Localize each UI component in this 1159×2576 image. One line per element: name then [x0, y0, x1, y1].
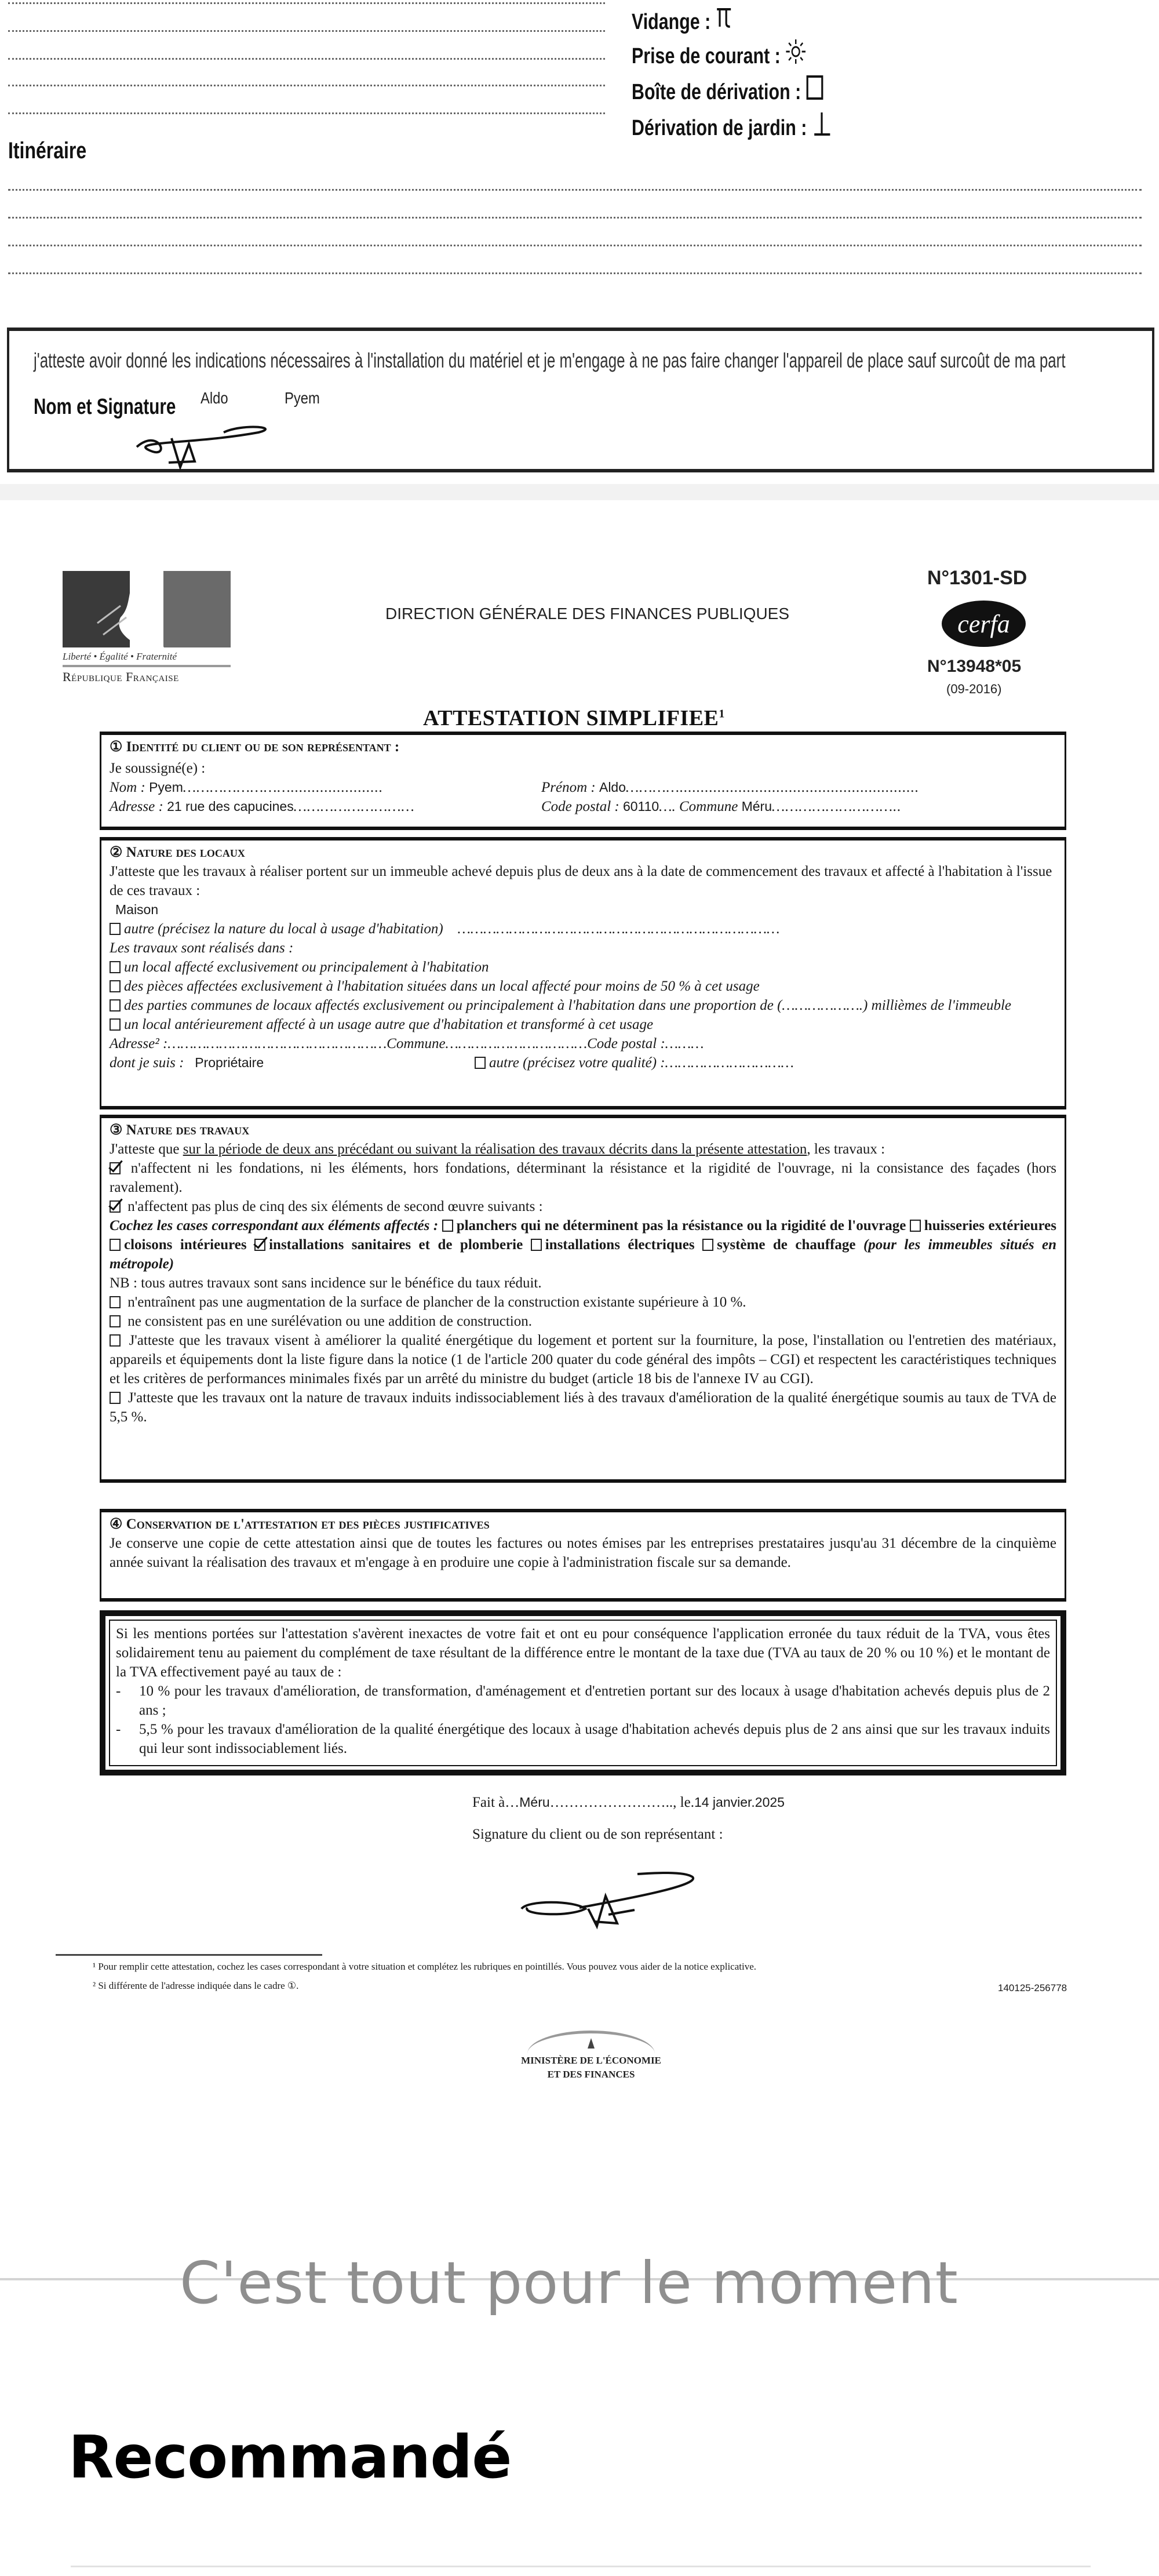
- section-premises: [100, 837, 1066, 1109]
- item-label: n'affectent pas plus de cinq des six éléments de second œuvre suivants :: [127, 1199, 543, 1214]
- end-of-content: [0, 2249, 1159, 2317]
- client-signature-icon: [516, 1868, 701, 1935]
- signer-first-name: Aldo: [201, 389, 228, 407]
- recommended-heading: Recommandé: [68, 2423, 512, 2492]
- cerfa-logo-icon: cerfa: [942, 601, 1026, 647]
- recommended-divider: [71, 2566, 1091, 2567]
- option-label: des parties communes de locaux affectés exclusivement ou principalement à l'habitation dans une proportion de (……………….) millièmes de l'immeuble: [124, 998, 1012, 1013]
- option-label: un local antérieurement affecté à un usage autre que d'habitation et transformé à cet usage: [124, 1017, 654, 1032]
- adresse-field[interactable]: Adresse : 21 rue des capucines………………………: [110, 799, 415, 814]
- nom-field[interactable]: Nom : Pyem……………………......................: [110, 780, 384, 795]
- realised-option[interactable]: [110, 996, 1056, 1015]
- item-label: n'affectent ni les fondations, ni les éléments, hors fondations, déterminant la résistance et la rigidité de l'ouvrage, ni la consistance des façades (hors ravalement).: [110, 1160, 1057, 1195]
- works-item[interactable]: [110, 1331, 1056, 1388]
- element-label: planchers qui ne déterminent pas la résistance ou la rigidité de l'ouvrage: [456, 1218, 906, 1234]
- prenom-field[interactable]: Prénom : Aldo………….........................................................: [541, 780, 920, 795]
- footnote-1: ¹ Pour remplir cette attestation, cochez les cases correspondant à votre situation et complétez les rubriques en pointillés. Vous pouvez vous aider de la notice explicative.: [93, 1961, 756, 1972]
- name-signature-label: Nom et Signature: [34, 395, 176, 419]
- form-number: N°1301-SD: [927, 567, 1027, 589]
- vat-warning-inner: [109, 1620, 1057, 1766]
- ministry-arc-icon: [527, 2031, 655, 2054]
- checkbox-checked[interactable]: [110, 1200, 121, 1213]
- item-label: J'atteste que les travaux visent à améliorer la qualité énergétique du logement et portent sur la fourniture, la pose, l'installation ou l'entretien des matériaux, appareils et équipements dont la liste figure dans la notice (1 de l'article 200 quater du code général des impôts – CGI) et respectent les caractéristiques techniques et les critères de performances minimales fixés par un arrêté du ministre du budget (article 18 bis de l'annexe IV au CGI).: [110, 1333, 1057, 1387]
- option-label: autre (précisez la nature du local à usage d'habitation): [124, 921, 443, 937]
- document-code: 140125-256778: [998, 1982, 1067, 1993]
- symbol-legend: [632, 6, 832, 146]
- ministry-spire-icon: [588, 2038, 595, 2049]
- blank-line: [8, 217, 1142, 219]
- blank-line: [8, 30, 605, 32]
- republic-name: République Française: [63, 670, 179, 684]
- signer-last-name: Pyem: [285, 389, 320, 407]
- warning-text: Si les mentions portées sur l'attestation s'avèrent inexactes de votre fait et ont eu pour conséquence l'application erronée du taux réduit de la TVA, vous êtes solidairement tenu au paiement du complément de taxe résultant de la différence entre le montant de la taxe due (TVA au taux de 20 % ou 10 %) et le montant de la TVA effectivement payé au taux de :: [116, 1626, 1050, 1680]
- warning-list: [116, 1682, 1050, 1758]
- premises-type-value[interactable]: Maison: [115, 902, 159, 917]
- place-label: Fait à…: [472, 1795, 520, 1810]
- section-heading: ① Identité du client ou de son représentant :: [110, 739, 400, 755]
- handwritten-signature-icon: [125, 421, 276, 476]
- place-date-line[interactable]: [472, 1795, 785, 1811]
- checkbox[interactable]: [702, 1239, 713, 1251]
- adresse-value: 21 rue des capucines: [167, 799, 294, 814]
- ministry-line-1: MINISTÈRE DE L'ÉCONOMIE: [521, 2055, 661, 2066]
- works-item[interactable]: [110, 1159, 1056, 1197]
- vat-warning-box: [100, 1610, 1066, 1775]
- nom-value: Pyem: [149, 780, 183, 795]
- checkbox[interactable]: [110, 1018, 121, 1031]
- junction-box-symbol-icon: [806, 74, 824, 110]
- premises-other-option[interactable]: autre (précisez la nature du local à usage d'habitation) …………………………………………………………………: [110, 919, 1056, 938]
- works-address-line[interactable]: Adresse² :……………………………………………Commune……………………………Code postal :………: [110, 1036, 704, 1051]
- installation-attestation-text: j'atteste avoir donné les indications nécessaires à l'installation du matériel et je m'engage à ne pas faire changer l'appareil de place sauf surcoût de ma part: [34, 348, 1066, 372]
- intro-text: J'atteste que: [110, 1141, 183, 1157]
- conservation-text: Je conserve une copie de cette attestation ainsi que de toutes les factures ou notes émises par les entreprises prestataires jusqu'au 31 décembre de la cinquième année suivant la réalisation des travaux et m'engage à en produire une copie à l'administration fiscale sur sa demande.: [110, 1536, 1056, 1570]
- document-title: [423, 705, 725, 731]
- element-label: système de chauffage: [717, 1237, 856, 1253]
- end-message: C'est tout pour le moment: [180, 2249, 958, 2317]
- blank-line: [8, 2, 605, 4]
- bullet-text: 5,5 % pour les travaux d'amélioration de la qualité énergétique des locaux à usage d'habitation achevés depuis plus de 2 ans ainsi que sur les travaux induits qui leur sont indissociablement liés.: [139, 1722, 1050, 1756]
- blank-line: [8, 85, 605, 86]
- place-dots: ……………………..,: [549, 1795, 677, 1810]
- logo-rule: [63, 665, 231, 667]
- installation-attestation-box: [7, 328, 1154, 472]
- marianne-flag-icon: [63, 571, 231, 647]
- element-label: cloisons intérieures: [124, 1237, 247, 1253]
- garden-tap-symbol-icon: [811, 110, 832, 146]
- cerfa-edition: (09-2016): [946, 682, 1002, 696]
- bullet-text: 10 % pour les travaux d'amélioration, de transformation, d'aménagement et d'entretien portant sur des locaux à usage d'habitation achevés depuis plus de 2 ans ;: [139, 1683, 1050, 1718]
- element-label: huisseries extérieures: [924, 1218, 1056, 1234]
- blank-line: [8, 189, 1142, 191]
- top-form-page: [0, 0, 1159, 487]
- signature-label: Signature du client ou de son représentant :: [472, 1827, 723, 1842]
- checkbox[interactable]: [910, 1220, 921, 1232]
- prenom-label: Prénom :: [541, 780, 596, 795]
- option-label: des pièces affectées exclusivement à l'habitation situées dans un local affecté pour moins de 50 % à cet usage: [124, 978, 760, 994]
- checkbox[interactable]: [110, 999, 121, 1012]
- legend-row-junction: Boîte de dérivation :: [632, 74, 832, 110]
- works-item[interactable]: [110, 1312, 1056, 1331]
- section-heading: ④ Conservation de l'attestation et des pièces justificatives: [110, 1516, 490, 1532]
- checkbox[interactable]: [110, 1334, 121, 1347]
- republique-francaise-logo: [63, 571, 231, 685]
- blank-line: [8, 272, 1142, 274]
- page-separator: [0, 484, 1159, 500]
- section-conservation: [100, 1509, 1066, 1602]
- footnote-2: ² Si différente de l'adresse indiquée dans le cadre ①.: [93, 1980, 299, 1991]
- element-label: installations sanitaires et de plomberie: [269, 1237, 523, 1253]
- quality-field[interactable]: [110, 1053, 475, 1072]
- power-outlet-symbol-icon: [785, 38, 807, 74]
- date-label: le.: [680, 1795, 694, 1810]
- section-heading: ② Nature des locaux: [110, 845, 245, 860]
- commune-label: Commune: [679, 799, 738, 814]
- quality-label: dont je suis :: [110, 1055, 184, 1071]
- works-item[interactable]: [110, 1388, 1056, 1427]
- quality-value: Propriétaire: [195, 1055, 264, 1070]
- nb-note: NB : tous autres travaux sont sans incidence sur le bénéfice du taux réduit.: [110, 1275, 542, 1291]
- option-label: un local affecté exclusivement ou principalement à l'habitation: [124, 959, 489, 975]
- code-postal-label: Code postal :: [541, 799, 619, 814]
- prenom-value: Aldo: [599, 780, 626, 795]
- checkbox[interactable]: [442, 1220, 453, 1232]
- intro-underlined: sur la période de deux ans précédant ou suivant la réalisation des travaux décrits dans la présente attestation: [183, 1141, 807, 1157]
- blank-line: [8, 112, 605, 114]
- item-label: n'entraînent pas une augmentation de la surface de plancher de la construction existante supérieure à 10 %.: [127, 1294, 746, 1310]
- premises-intro: J'atteste que les travaux à réaliser portent sur un immeuble achevé depuis plus de deux ans à la date de commencement des travaux et affecté à l'habitation à l'issue de ces travaux :: [110, 864, 1052, 898]
- code-postal-commune-field[interactable]: Code postal : 60110…. Commune Méru………………………..: [541, 799, 902, 814]
- directorate-name: DIRECTION GÉNÉRALE DES FINANCES PUBLIQUES: [385, 605, 790, 623]
- section-identity: [100, 732, 1066, 830]
- realised-option[interactable]: [110, 977, 1056, 996]
- section-heading: ③ Nature des travaux: [110, 1122, 250, 1138]
- legend-row-outlet: Prise de courant :: [632, 38, 832, 74]
- code-postal-value: 60110: [622, 799, 659, 814]
- nom-label: Nom :: [110, 780, 145, 795]
- realised-option[interactable]: [110, 958, 1056, 977]
- blank-line: [8, 245, 1142, 246]
- item-label: ne consistent pas en une surélévation ou une addition de construction.: [127, 1314, 532, 1329]
- checkbox[interactable]: [110, 923, 121, 935]
- legend-row-garden: Dérivation de jardin :: [632, 110, 832, 146]
- itinerary-label: Itinéraire: [8, 138, 87, 163]
- identity-intro: Je soussigné(e) :: [110, 761, 206, 776]
- blank-line: [8, 58, 605, 60]
- checkbox[interactable]: [110, 1392, 121, 1404]
- item-label: J'atteste que les travaux ont la nature de travaux induits indissociablement liés à des travaux d'amélioration de la qualité énergétique soumis au taux de TVA de 5,5 %.: [110, 1390, 1056, 1425]
- ministry-line-2: ET DES FINANCES: [547, 2069, 635, 2080]
- date-value: 14 janvier.2025: [694, 1795, 785, 1810]
- ministry-logo: [504, 2031, 678, 2082]
- element-label: installations électriques: [545, 1237, 695, 1253]
- checkbox[interactable]: [110, 961, 121, 973]
- warning-bullet: - 10 % pour les travaux d'amélioration, de transformation, d'aménagement et d'entretien portant sur des locaux à usage d'habitation achevés depuis plus de 2 ans ;: [116, 1682, 1050, 1720]
- checkbox[interactable]: [110, 1239, 121, 1251]
- checkbox-checked[interactable]: [254, 1239, 265, 1251]
- checkbox[interactable]: [110, 1296, 121, 1308]
- legend-row-drain: Vidange :: [632, 6, 832, 38]
- checkbox[interactable]: [110, 1315, 121, 1327]
- other-quality-option[interactable]: [475, 1053, 794, 1072]
- republic-motto: Liberté • Égalité • Fraternité: [63, 651, 177, 662]
- checkbox[interactable]: [531, 1239, 542, 1251]
- commune-value: Méru: [741, 799, 772, 814]
- footnote-rule: [56, 1954, 322, 1956]
- checkbox-checked[interactable]: [110, 1162, 121, 1174]
- checkbox[interactable]: [475, 1057, 486, 1069]
- quality-row: [110, 1053, 1056, 1072]
- cerfa-document-page: [0, 500, 1159, 2216]
- title-footnote-ref: 1: [719, 707, 725, 721]
- heating-note: (pour les immeubles situés en métropole): [110, 1237, 1057, 1272]
- intro-text: , les travaux :: [807, 1141, 885, 1157]
- place-value: Méru: [519, 1795, 550, 1810]
- works-intro: [110, 1140, 1056, 1159]
- title-text: ATTESTATION SIMPLIFIEE: [423, 706, 719, 730]
- works-item[interactable]: [110, 1293, 1056, 1312]
- elements-list: [110, 1216, 1056, 1274]
- realised-option[interactable]: [110, 1015, 1056, 1034]
- cerfa-number: N°13948*05: [927, 657, 1022, 676]
- checkbox[interactable]: [110, 980, 121, 992]
- option-label: autre (précisez votre qualité) :…………………………: [489, 1055, 794, 1071]
- elements-instruction: Cochez les cases correspondant aux éléments affectés :: [110, 1218, 439, 1234]
- warning-bullet: - 5,5 % pour les travaux d'amélioration de la qualité énergétique des locaux à usage d'habitation achevés depuis plus de 2 ans ainsi que sur les travaux induits qui leur sont indissociablement liés.: [116, 1720, 1050, 1758]
- drain-symbol-icon: [715, 6, 734, 38]
- section-works: [100, 1115, 1066, 1483]
- realised-in-label: Les travaux sont réalisés dans :: [110, 940, 294, 956]
- works-item[interactable]: [110, 1197, 1056, 1216]
- adresse-label: Adresse :: [110, 799, 163, 814]
